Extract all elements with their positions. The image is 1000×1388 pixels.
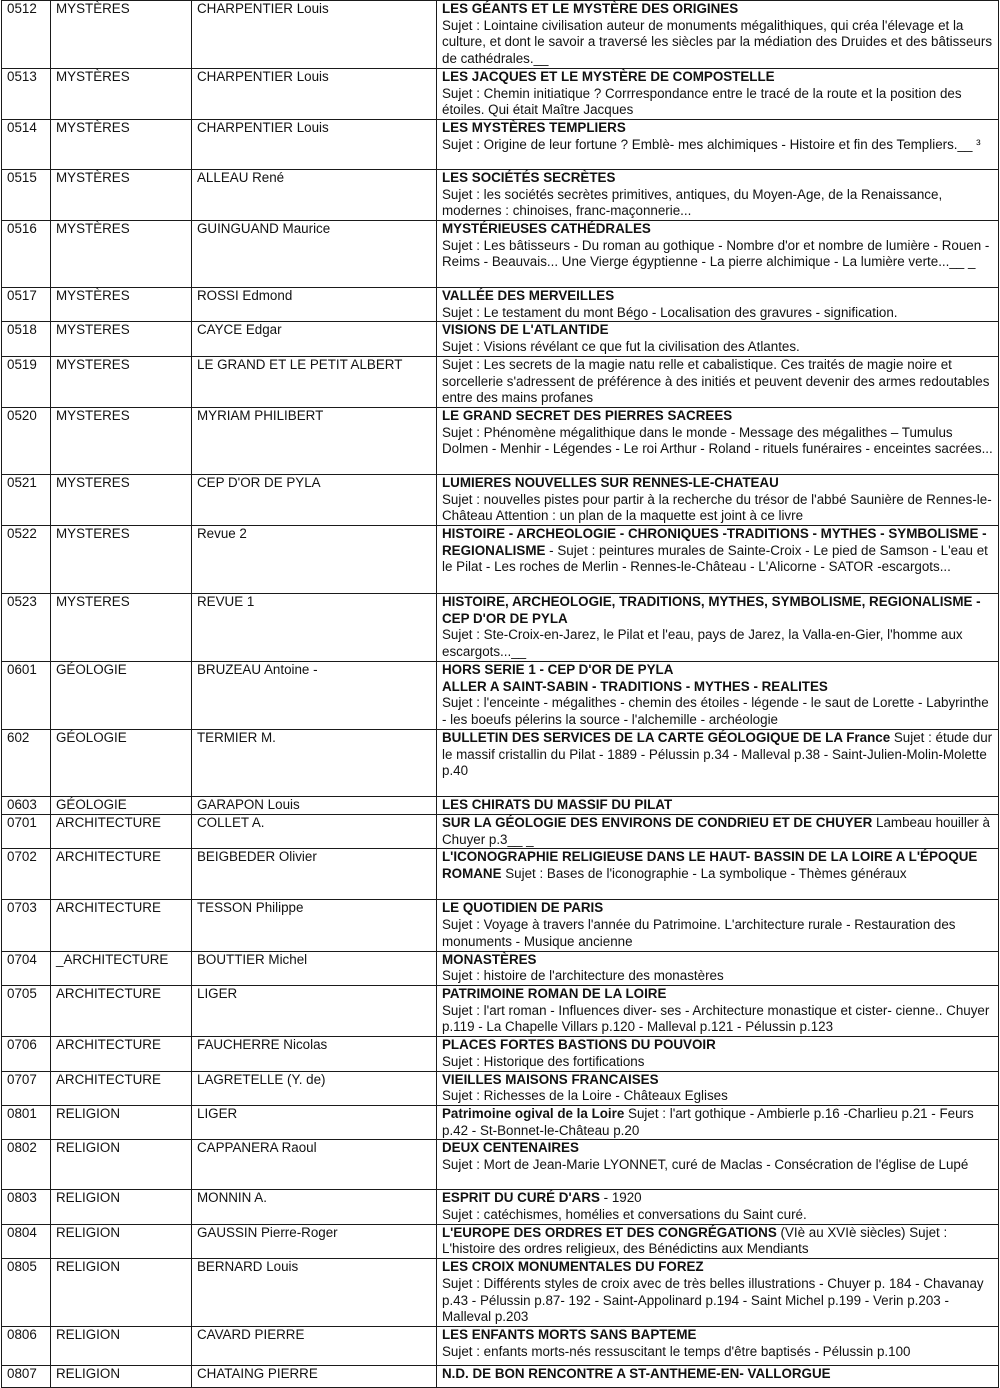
entry-category: GÉOLOGIE [51,662,192,730]
entry-author: TESSON Philippe [192,900,437,951]
entry-number: 0703 [2,900,51,951]
entry-category: RELIGION [51,1224,192,1258]
entry-description [437,951,999,985]
entry-number: 0802 [2,1140,51,1190]
entry-subject: Sujet : nouvelles pistes pour partir à la recherche du trésor de l'abbé Saunière de Rennes-le-Château Attention : un plan de la maquette est joint à ce livre [442,491,992,524]
entry-author: MONNIN A. [192,1190,437,1224]
entry-category: RELIGION [51,1140,192,1190]
entry-author: ROSSI Edmond [192,288,437,322]
entry-subject: Sujet : Richesses de la Loire - Châteaux Eglises [442,1088,728,1104]
entry-number: 0805 [2,1259,51,1327]
entry-subtitle: ALLER A SAINT-SABIN - TRADITIONS - MYTHES - REALITES [442,678,828,694]
table-row [2,1140,999,1190]
entry-category: GÉOLOGIE [51,730,192,797]
entry-author: CAPPANERA Raoul [192,1140,437,1190]
entry-number: 0804 [2,1224,51,1258]
entry-category: _ARCHITECTURE [51,951,192,985]
table-row [2,1327,999,1366]
entry-description [437,169,999,220]
entry-subject: Sujet : Mort de Jean-Marie LYONNET, curé de Maclas - Consécration de l'église de Lupé [442,1157,969,1173]
entry-description [437,1140,999,1190]
entry-subject: (VIè au XVIè siècles) Sujet : L'histoire des ordres religieux, des Bénédictins aux Mendiants [442,1224,948,1257]
entry-description [437,815,999,849]
entry-subject: Sujet : Différents styles de croix avec de très belles illustrations - Chuyer p. 184 - Chavanay p.43 - Pélussin p.87- 192 - Saint-Appolinard p.194 - Saint Michel p.199 - Verin p.203 - Malleval p.203 [442,1275,984,1325]
entry-title: VIEILLES MAISONS FRANCAISES [442,1071,659,1087]
entry-description [437,849,999,900]
entry-number: 0514 [2,119,51,169]
entry-number: 0706 [2,1037,51,1071]
entry-category: ARCHITECTURE [51,985,192,1036]
table-row [2,985,999,1036]
entry-number: 0517 [2,288,51,322]
entry-description [437,797,999,815]
table-row [2,594,999,662]
entry-category: RELIGION [51,1190,192,1224]
entry-author: GAUSSIN Pierre-Roger [192,1224,437,1258]
entry-category: MYSTERES [51,526,192,594]
entry-author: CEP D'OR DE PYLA [192,474,437,525]
table-row [2,119,999,169]
entry-description [437,407,999,474]
entry-number: 0702 [2,849,51,900]
entry-author: GARAPON Louis [192,797,437,815]
entry-note: - 1920 [599,1190,642,1206]
entry-title: DEUX CENTENAIRES [442,1140,579,1156]
table-row [2,815,999,849]
entry-title: LES MYSTÈRES TEMPLIERS [442,119,626,135]
entry-description [437,900,999,951]
table-row [2,526,999,594]
table-row [2,1071,999,1105]
entry-description [437,474,999,525]
table-row [2,849,999,900]
table-row [2,356,999,407]
entry-category: RELIGION [51,1327,192,1366]
entry-author: CHARPENTIER Louis [192,1,437,69]
entry-category: ARCHITECTURE [51,815,192,849]
entry-author: LAGRETELLE (Y. de) [192,1071,437,1105]
entry-subject: Sujet : Historique des fortifications [442,1053,645,1069]
entry-author: CAYCE Edgar [192,322,437,356]
entry-category: MYSTÈRES [51,221,192,288]
entry-description [437,1071,999,1105]
entry-description [437,356,999,407]
entry-number: 0707 [2,1071,51,1105]
entry-number: 0522 [2,526,51,594]
entry-title: VALLÉE DES MERVEILLES [442,288,615,304]
entry-number: 0520 [2,407,51,474]
entry-description [437,730,999,797]
entry-description [437,68,999,119]
entry-subject: Sujet : les sociétés secrètes primitives, antiques, du Moyen-Age, de la Renaissance, modernes : chinoises, franc-maçonnerie... [442,186,943,219]
entry-author: Revue 2 [192,526,437,594]
entry-subject: Sujet : l'art roman - Influences diver- ses - Architecture monastique et cister- cienne.. Chuyer p.119 - La Chapelle Villars p.120 - Malleval p.121 - Pélussin p.123 [442,1002,990,1035]
entry-description [437,594,999,662]
entry-subject: Lambeau houiller à Chuyer p.3__ _ [442,815,990,847]
entry-category: ARCHITECTURE [51,1037,192,1071]
entry-subject: Sujet : enfants morts-nés ressuscitant le temps d'être baptisés - Pélussin p.100 [442,1343,911,1359]
entry-description [437,1224,999,1258]
entry-subject: Sujet : Les bâtisseurs - Du roman au gothique - Nombre d'or et nombre de lumière - Rouen - Reims - Beauvais... Une Vierge égyptienne - La pierre alchimique - La lumière verte...__ _ [442,237,990,270]
catalog-table-body [2,1,999,1388]
table-row [2,730,999,797]
entry-category: MYSTERES [51,407,192,474]
entry-description [437,221,999,288]
entry-title: L'ICONOGRAPHIE RELIGIEUSE DANS LE HAUT- BASSIN DE LA LOIRE A L'ÉPOQUE ROMANE [442,849,978,882]
entry-author: ALLEAU René [192,169,437,220]
entry-number: 0705 [2,985,51,1036]
entry-title: LES GÉANTS ET LE MYSTÈRE DES ORIGINES [442,1,739,16]
entry-number: 0512 [2,1,51,69]
entry-category: MYSTERES [51,594,192,662]
table-row [2,1190,999,1224]
entry-title: LES CROIX MONUMENTALES DU FOREZ [442,1259,704,1275]
entry-author: COLLET A. [192,815,437,849]
entry-subject: Sujet : Voyage à travers l'année du Patrimoine. L'architecture rurale - Restauration des monuments - Musique ancienne [442,917,956,949]
entry-author: MYRIAM PHILIBERT [192,407,437,474]
entry-category: MYSTÈRES [51,288,192,322]
table-row [2,900,999,951]
entry-author: CHATAING PIERRE [192,1366,437,1388]
entry-number: 0523 [2,594,51,662]
entry-description [437,119,999,169]
entry-number: 0513 [2,68,51,119]
catalog-table [1,0,999,1388]
table-row [2,797,999,815]
entry-description [437,1,999,69]
entry-subject: Sujet : Les secrets de la magie natu relle et cabalistique. Ces traités de magie noire et sorcellerie s'adressent de préférence à des initiés et peuvent devenir des armes redoutables entre des mains profanes [442,356,990,406]
entry-subject: Sujet : Bases de l'iconographie - La symbolique - Thèmes généraux [501,866,907,882]
entry-number: 0515 [2,169,51,220]
entry-number: 0801 [2,1105,51,1139]
entry-category: ARCHITECTURE [51,849,192,900]
table-row [2,474,999,525]
entry-title: VISIONS DE L'ATLANTIDE [442,322,609,338]
entry-subject: Sujet : Chemin initiatique ? Corrrespondance entre le tracé de la route et la position des étoiles. Qui était Maître Jacques [442,85,962,118]
entry-description [437,985,999,1036]
entry-title: ESPRIT DU CURÉ D'ARS [442,1190,600,1206]
entry-subject: - Sujet : peintures murales de Sainte-Croix - Le pied de Samson - L'eau et le Pilat - Les roches de Merlin - Rennes-le-Château - L'Alicorne - SATOR -escargots... [442,542,988,575]
table-row [2,1037,999,1071]
table-row [2,951,999,985]
entry-description [437,1366,999,1388]
entry-description [437,322,999,356]
entry-title: LES SOCIÉTÉS SECRÈTES [442,169,616,185]
entry-title: HISTOIRE, ARCHEOLOGIE, TRADITIONS, MYTHES, SYMBOLISME, REGIONALISME - CEP D'OR DE PYLA [442,594,981,626]
table-row [2,169,999,220]
entry-subject: Sujet : Visions révélant ce que fut la civilisation des Atlantes. [442,339,800,355]
entry-title: LES CHIRATS DU MASSIF DU PILAT [442,797,673,813]
entry-number: 0803 [2,1190,51,1224]
entry-category: MYSTERES [51,322,192,356]
entry-title: BULLETIN DES SERVICES DE LA CARTE GÉOLOGIQUE DE LA France [442,730,891,746]
entry-title: N.D. DE BON RENCONTRE A ST-ANTHEME-EN- VALLORGUE [442,1366,831,1382]
entry-title: Patrimoine ogival de la Loire [442,1105,625,1121]
entry-description [437,288,999,322]
entry-subject: Sujet : catéchismes, homélies et conversations du Saint curé. [442,1207,807,1223]
entry-author: LE GRAND ET LE PETIT ALBERT [192,356,437,407]
entry-number: 0807 [2,1366,51,1388]
entry-number: 0518 [2,322,51,356]
entry-number: 0701 [2,815,51,849]
entry-subject: Sujet : Phénomène mégalithique dans le monde - Message des mégalithes – Tumulus Dolmen - Menhir - Légendes - Le roi Arthur - Roland - rituels funéraires - enceintes sacrées... [442,424,993,457]
entry-author: LIGER [192,1105,437,1139]
entry-description [437,1037,999,1071]
table-row [2,407,999,474]
table-row [2,1259,999,1327]
entry-description [437,1259,999,1327]
entry-category: MYSTÈRES [51,169,192,220]
entry-number: 0603 [2,797,51,815]
entry-number: 0806 [2,1327,51,1366]
entry-description [437,526,999,594]
entry-author: BOUTTIER Michel [192,951,437,985]
entry-category: GÉOLOGIE [51,797,192,815]
table-row [2,1224,999,1258]
entry-category: RELIGION [51,1259,192,1327]
entry-title: LUMIERES NOUVELLES SUR RENNES-LE-CHATEAU [442,474,779,490]
entry-author: CHARPENTIER Louis [192,119,437,169]
entry-category: ARCHITECTURE [51,900,192,951]
entry-title: LES ENFANTS MORTS SANS BAPTEME [442,1327,697,1343]
entry-number: 0519 [2,356,51,407]
table-row [2,322,999,356]
entry-category: MYSTERES [51,474,192,525]
table-row [2,1,999,69]
entry-number: 0516 [2,221,51,288]
entry-title: LE GRAND SECRET DES PIERRES SACREES [442,407,733,423]
entry-subject: Sujet : Le testament du mont Bégo - Localisation des gravures - signification. [442,304,898,320]
entry-subject: Sujet : étude dur le massif cristallin du Pilat - 1889 - Pélussin p.34 - Malleval p.38 - Saint-Julien-Molin-Molette p.40 [442,730,993,779]
entry-category: ARCHITECTURE [51,1071,192,1105]
entry-category: MYSTERES [51,356,192,407]
entry-subject: Sujet : l'art gothique - Ambierle p.16 -Charlieu p.21 - Feurs p.42 - St-Bonnet-le-Château p.20 [442,1105,974,1138]
entry-author: CAVARD PIERRE [192,1327,437,1366]
entry-author: CHARPENTIER Louis [192,68,437,119]
entry-subject: Sujet : l'enceinte - mégalithes - chemin des étoiles - légende - le saut de Lorette - Labyrinthe - les boeufs pélerins la source - l'alchemille - archéologie [442,695,989,728]
entry-number: 0601 [2,662,51,730]
table-row [2,221,999,288]
table-row [2,1366,999,1388]
entry-title: PLACES FORTES BASTIONS DU POUVOIR [442,1037,716,1053]
entry-title: LE QUOTIDIEN DE PARIS [442,900,604,916]
entry-title: LES JACQUES ET LE MYSTÈRE DE COMPOSTELLE [442,68,775,84]
entry-author: BERNARD Louis [192,1259,437,1327]
entry-author: GUINGUAND Maurice [192,221,437,288]
entry-category: RELIGION [51,1366,192,1388]
entry-title: HORS SERIE 1 - CEP D'OR DE PYLA [442,662,674,678]
entry-author: REVUE 1 [192,594,437,662]
entry-description [437,1105,999,1139]
entry-category: RELIGION [51,1105,192,1139]
entry-subject: Sujet : Lointaine civilisation auteur de monuments mégalithiques, qui créa l'élevage et la culture, et dont le savoir a traversé les siècles par la médiation des Druides et des bâtisseurs de cathédrales.__ [442,17,993,67]
entry-subject: Sujet : histoire de l'architecture des monastères [442,968,724,984]
entry-subject: Sujet : Origine de leur fortune ? Emblè- mes alchimiques - Histoire et fin des Templiers.__ ³ [442,136,981,152]
entry-title: HISTOIRE - ARCHEOLOGIE - CHRONIQUES -TRADITIONS - MYTHES - SYMBOLISME -REGIONALISME [442,526,987,558]
entry-category: MYSTÈRES [51,119,192,169]
entry-number: 0521 [2,474,51,525]
entry-title: L'EUROPE DES ORDRES ET DES CONGRÉGATIONS [442,1224,777,1240]
table-row [2,288,999,322]
entry-category: MYSTÈRES [51,68,192,119]
table-row [2,662,999,730]
entry-author: TERMIER M. [192,730,437,797]
entry-title: PATRIMOINE ROMAN DE LA LOIRE [442,985,667,1001]
entry-description [437,1327,999,1366]
entry-description [437,662,999,730]
entry-subject: Sujet : Ste-Croix-en-Jarez, le Pilat et l'eau, pays de Jarez, la Valla-en-Gier, l'homme aux escargots...__ [442,627,963,660]
entry-author: BEIGBEDER Olivier [192,849,437,900]
entry-title: MYSTÉRIEUSES CATHÉDRALES [442,221,651,237]
entry-number: 0704 [2,951,51,985]
entry-category: MYSTÈRES [51,1,192,69]
entry-author: LIGER [192,985,437,1036]
entry-title: MONASTÈRES [442,951,537,967]
entry-author: BRUZEAU Antoine - [192,662,437,730]
entry-description [437,1190,999,1224]
table-row [2,68,999,119]
entry-author: FAUCHERRE Nicolas [192,1037,437,1071]
table-row [2,1105,999,1139]
entry-number: 602 [2,730,51,797]
entry-title: SUR LA GÉOLOGIE DES ENVIRONS DE CONDRIEU ET DE CHUYER [442,815,873,831]
